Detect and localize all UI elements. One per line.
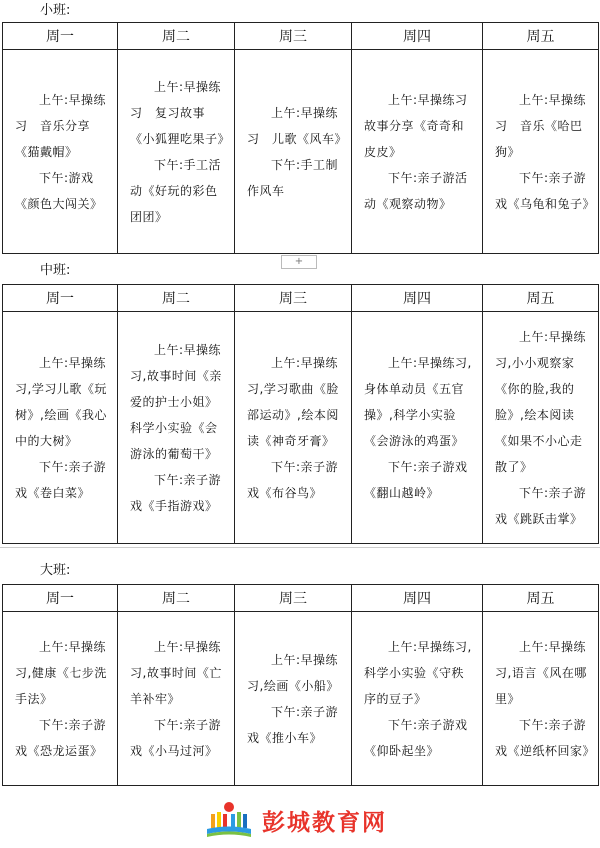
weekday-header: 周一 — [3, 585, 118, 612]
afternoon-activity: 下午:亲子游活动《观察动物》 — [364, 170, 468, 211]
class-label-small: 小班: — [40, 3, 71, 18]
morning-activity: 上午:早操练习 音乐分享《猫戴帽》 — [15, 92, 107, 159]
afternoon-activity: 下午:亲子游戏《布谷鸟》 — [247, 459, 339, 500]
weekday-header-row — [3, 285, 599, 312]
day-cell — [235, 312, 352, 544]
morning-activity: 上午:早操练习,学习歌曲《脸部运动》,绘本阅读《神奇牙膏》 — [247, 355, 339, 448]
weekday-header: 周二 — [118, 23, 235, 50]
day-cell — [483, 50, 599, 254]
morning-activity: 上午:早操练习,故事时间《亡羊补牢》 — [130, 639, 222, 706]
weekday-header: 周五 — [483, 585, 599, 612]
day-cell — [483, 312, 599, 544]
afternoon-activity: 下午:亲子游戏《跳跃击掌》 — [495, 485, 587, 526]
class-label-middle: 中班: — [40, 263, 71, 278]
afternoon-activity: 下午:亲子游戏《仰卧起坐》 — [364, 717, 468, 758]
weekday-header: 周一 — [3, 285, 118, 312]
day-cell — [352, 50, 483, 254]
afternoon-activity: 下午:亲子游戏《翻山越岭》 — [364, 459, 468, 500]
morning-activity: 上午:早操练习 音乐《哈巴狗》 — [495, 92, 587, 159]
afternoon-activity: 下午:亲子游戏《恐龙运蛋》 — [15, 717, 107, 758]
day-cell — [3, 50, 118, 254]
schedule-table-small — [2, 22, 599, 254]
afternoon-activity: 下午:亲子游戏《推小车》 — [247, 704, 339, 745]
add-row-button[interactable]: + — [281, 255, 317, 269]
morning-activity: 上午:早操练习,小小观察家《你的脸,我的脸》,绘本阅读《如果不小心走散了》 — [495, 329, 587, 474]
morning-activity: 上午:早操练习,身体单动员《五官操》,科学小实验《会游泳的鸡蛋》 — [364, 355, 472, 448]
day-cell — [118, 612, 235, 786]
weekday-header-row — [3, 585, 599, 612]
morning-activity: 上午:早操练习,学习儿歌《玩树》,绘画《我心中的大树》 — [15, 355, 107, 448]
schedule-row — [3, 50, 599, 254]
schedule-row — [3, 612, 599, 786]
morning-activity: 上午:早操练习,语言《风在哪里》 — [495, 639, 587, 706]
schedule-table-middle — [2, 284, 599, 544]
morning-activity: 上午:早操练习,健康《七步洗手法》 — [15, 639, 107, 706]
day-cell — [3, 312, 118, 544]
morning-activity: 上午:早操练习,故事时间《亲爱的护士小姐》科学小实验《会游泳的葡萄干》 — [130, 342, 222, 461]
schedule-row — [3, 312, 599, 544]
afternoon-activity: 下午:亲子游戏《小马过河》 — [130, 717, 222, 758]
weekday-header: 周五 — [483, 285, 599, 312]
morning-activity: 上午:早操练习,科学小实验《守秩序的豆子》 — [364, 639, 472, 706]
day-cell — [3, 612, 118, 786]
afternoon-activity: 下午:手工制作风车 — [247, 157, 339, 198]
weekday-header: 周三 — [235, 585, 352, 612]
weekday-header: 周三 — [235, 285, 352, 312]
weekday-header: 周三 — [235, 23, 352, 50]
book-logo-icon — [204, 800, 254, 840]
weekday-header: 周四 — [352, 285, 483, 312]
afternoon-activity: 下午:亲子游戏《手指游戏》 — [130, 472, 222, 513]
afternoon-activity: 下午:亲子游戏《逆纸杯回家》 — [495, 717, 596, 758]
afternoon-activity: 下午:手工活动《好玩的彩色团团》 — [130, 157, 222, 224]
morning-activity: 上午:早操练习,绘画《小船》 — [247, 652, 339, 693]
day-cell — [352, 612, 483, 786]
afternoon-activity: 下午:游戏《颜色大闯关》 — [15, 170, 103, 211]
page-break-line — [0, 547, 600, 548]
morning-activity: 上午:早操练习 故事分享《奇奇和皮皮》 — [364, 92, 481, 159]
day-cell — [235, 612, 352, 786]
weekday-header: 周一 — [3, 23, 118, 50]
weekday-header-row — [3, 23, 599, 50]
afternoon-activity: 下午:亲子游戏《乌龟和兔子》 — [495, 170, 596, 211]
day-cell — [118, 50, 235, 254]
weekday-header: 周四 — [352, 23, 483, 50]
afternoon-activity: 下午:亲子游戏《卷白菜》 — [15, 459, 107, 500]
weekday-header: 周四 — [352, 585, 483, 612]
logo-title: 彭城教育网 — [262, 809, 387, 836]
site-logo — [204, 800, 387, 840]
class-label-large: 大班: — [40, 563, 71, 578]
day-cell — [483, 612, 599, 786]
day-cell — [235, 50, 352, 254]
day-cell — [352, 312, 483, 544]
morning-activity: 上午:早操练习 儿歌《风车》 — [247, 105, 348, 146]
weekday-header: 周五 — [483, 23, 599, 50]
day-cell — [118, 312, 235, 544]
schedule-table-large — [2, 584, 599, 786]
weekday-header: 周二 — [118, 585, 235, 612]
weekday-header: 周二 — [118, 285, 235, 312]
morning-activity: 上午:早操练习 复习故事《小狐狸吃果子》 — [130, 79, 231, 146]
